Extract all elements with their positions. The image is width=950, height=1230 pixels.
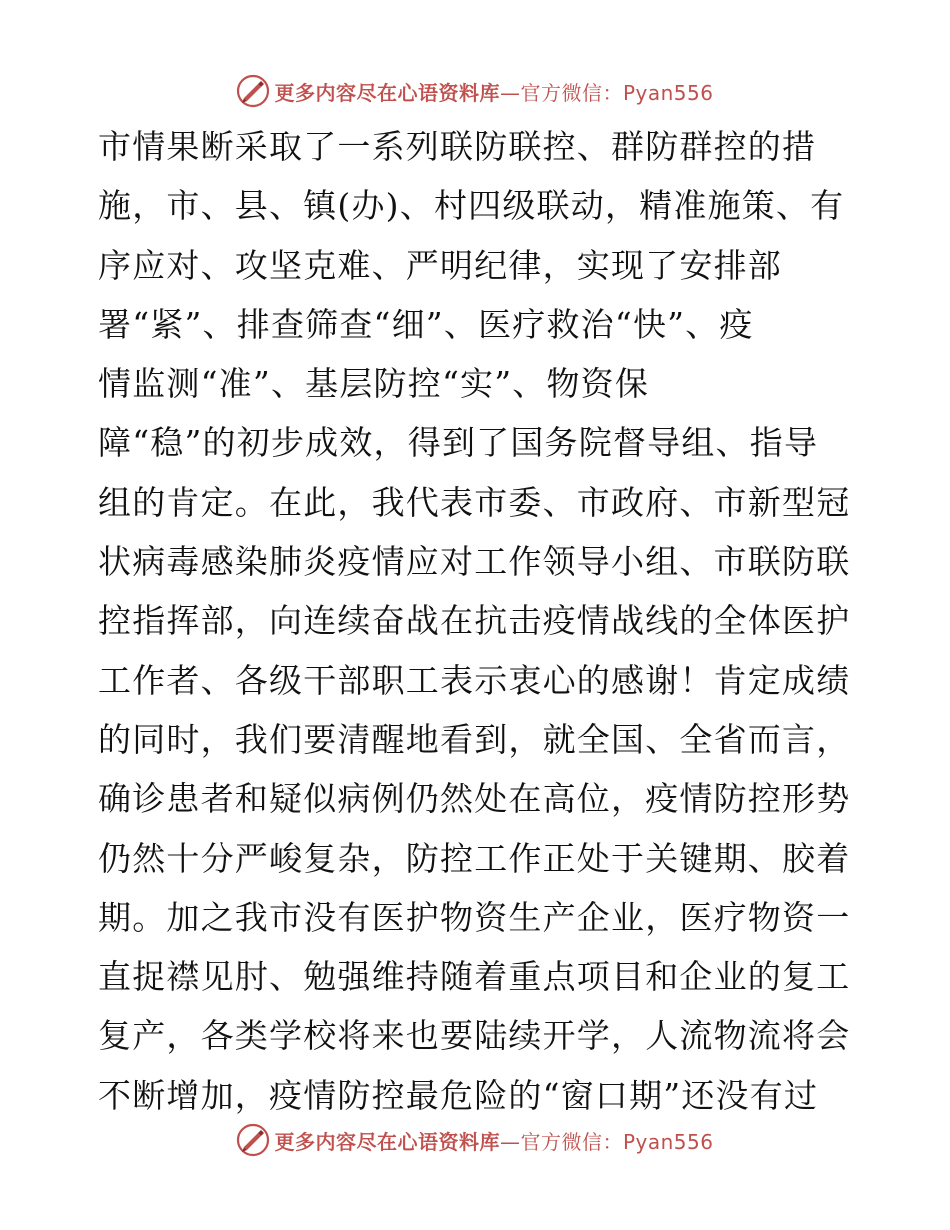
header-watermark (0, 71, 950, 111)
footer-watermark (0, 1120, 950, 1160)
text-line: 仍然十分严峻复杂，防控工作正处于关键期、胶着 (98, 838, 851, 878)
text-line: 署“紧”、排查筛查“细”、医疗救治“快”、疫 (98, 304, 754, 344)
document-paragraph (98, 117, 858, 1125)
text-line: 组的肯定。在此，我代表市委、市政府、市新型冠 (98, 482, 851, 522)
text-line: 复产，各类学校将来也要陆续开学，人流物流将会 (98, 1016, 851, 1056)
pen-logo-icon (236, 1123, 270, 1157)
watermark-text (274, 1126, 713, 1155)
pen-logo-icon (236, 74, 270, 108)
text-line: 控指挥部，向连续奋战在抗击疫情战线的全体医护 (98, 601, 851, 641)
watermark-lead: 更多内容尽在心语资料库 (274, 80, 500, 105)
text-line: 不断增加，疫情防控最危险的“窗口期”还没有过 (98, 1075, 819, 1115)
text-line: 序应对、攻坚克难、严明纪律，实现了安排部 (98, 245, 782, 285)
text-line: 情监测“准”、基层防控“实”、物资保 (98, 364, 650, 404)
text-line: 直捉襟见肘、勉强维持随着重点项目和企业的复工 (98, 957, 851, 997)
text-line: 确诊患者和疑似病例仍然处在高位，疫情防控形势 (98, 779, 851, 819)
text-line: 状病毒感染肺炎疫情应对工作领导小组、市联防联 (98, 542, 851, 582)
text-line: 市情果断采取了一系列联防联控、群防群控的措 (98, 127, 817, 166)
text-line: 期。加之我市没有医护物资生产企业，医疗物资一 (98, 897, 851, 937)
watermark-tail: —官方微信：Pyan556 (499, 1129, 714, 1154)
text-line: 工作者、各级干部职工表示衷心的感谢！肯定成绩 (98, 660, 851, 700)
watermark-tail: —官方微信：Pyan556 (499, 80, 714, 105)
watermark-lead: 更多内容尽在心语资料库 (274, 1129, 500, 1154)
text-line: 障“稳”的初步成效，得到了国务院督导组、指导 (98, 423, 819, 463)
watermark-text (274, 77, 713, 106)
text-line: 施，市、县、镇(办)、村四级联动，精准施策、有 (98, 186, 845, 226)
text-line: 的同时，我们要清醒地看到，就全国、全省而言， (98, 719, 851, 759)
